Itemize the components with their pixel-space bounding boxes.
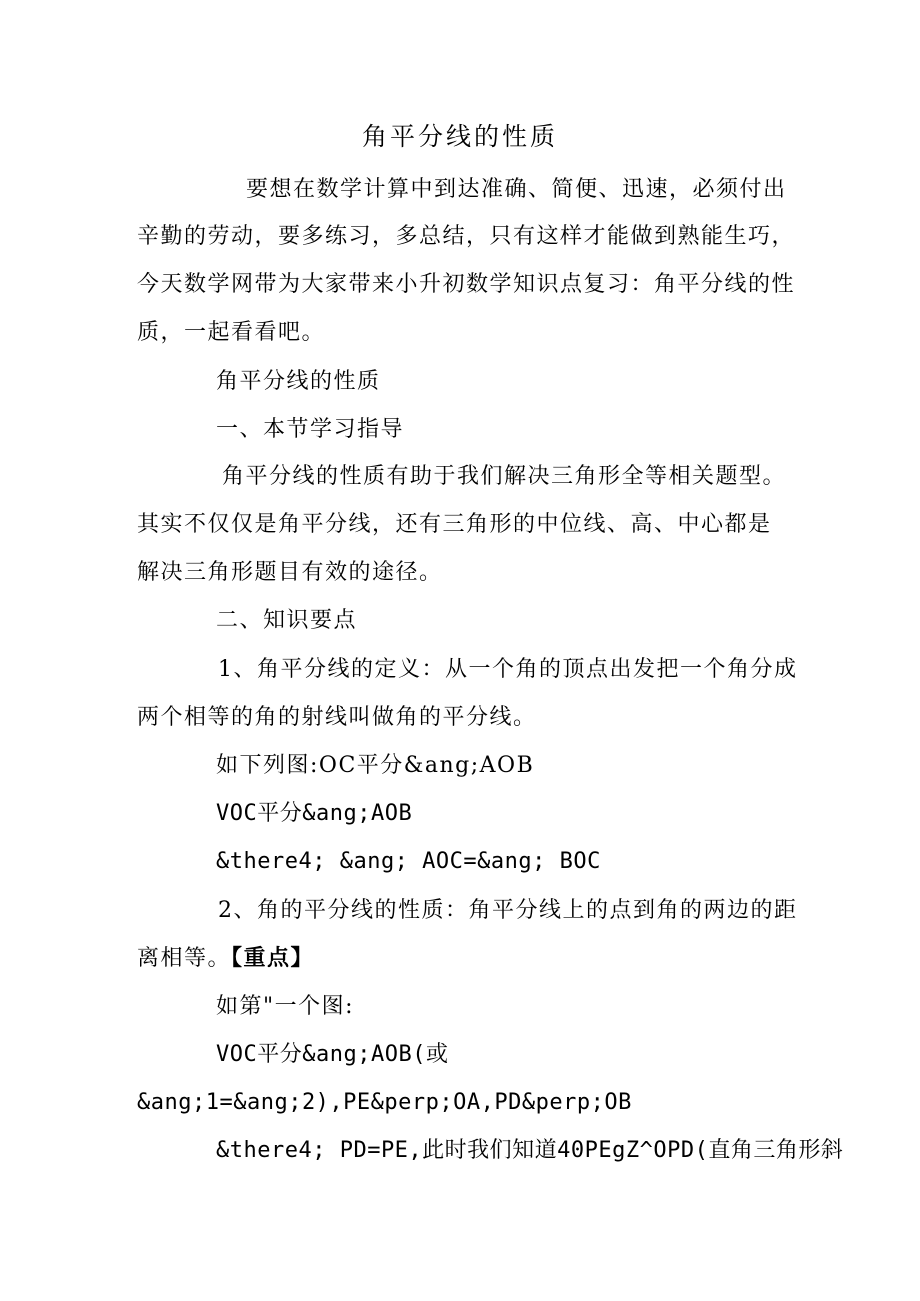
- point-1-line-1: 1、角平分线的定义：从一个角的顶点出发把一个角分成: [218, 657, 798, 682]
- example-1-line-2: VOC平分&ang;AOB: [216, 801, 413, 826]
- point-2-text: 离相等。: [137, 946, 232, 971]
- section-1-line-1: 角平分线的性质有助于我们解决三角形全等相关题型。: [222, 464, 787, 489]
- example-2-line-4: &there4; PD=PE,此时我们知道40PEgZ^OPD(直角三角形斜: [216, 1138, 844, 1163]
- emphasis-badge: 【重点】: [231, 945, 315, 971]
- example-1-line-3: &there4; &ang; AOC=&ang; BOC: [216, 849, 601, 874]
- section-2-heading: 二、知识要点: [216, 608, 358, 633]
- subtitle: 角平分线的性质: [216, 369, 381, 394]
- section-1-heading: 一、本节学习指导: [216, 417, 405, 442]
- intro-line-3: 今天数学网带为大家带来小升初数学知识点复习：角平分线的性: [137, 272, 796, 297]
- page-title: 角平分线的性质: [361, 122, 558, 151]
- section-1-line-2: 其实不仅仅是角平分线，还有三角形的中位线、高、中心都是: [137, 512, 772, 537]
- example-2-line-2: VOC平分&ang;AOB(或: [216, 1042, 449, 1067]
- intro-line-2: 辛勤的劳动，要多练习，多总结，只有这样才能做到熟能生巧，: [137, 224, 796, 249]
- point-2-line-1: 2、角的平分线的性质：角平分线上的点到角的两边的距: [218, 898, 798, 923]
- section-1-line-3: 解决三角形题目有效的途径。: [137, 560, 443, 585]
- example-1-line-1: 如下列图:OC平分&ang;AOB: [216, 753, 535, 778]
- point-2-line-2: [137, 944, 314, 973]
- example-2-line-3: &ang;1=&ang;2),PE&perp;OA,PD&perp;OB: [137, 1090, 632, 1115]
- point-1-line-2: 两个相等的角的射线叫做角的平分线。: [137, 705, 537, 730]
- intro-line-4: 质，一起看看吧。: [137, 320, 326, 345]
- intro-line-1: 要想在数学计算中到达准确、简便、迅速，必须付出: [246, 177, 787, 202]
- example-2-line-1: 如第"一个图:: [216, 994, 355, 1019]
